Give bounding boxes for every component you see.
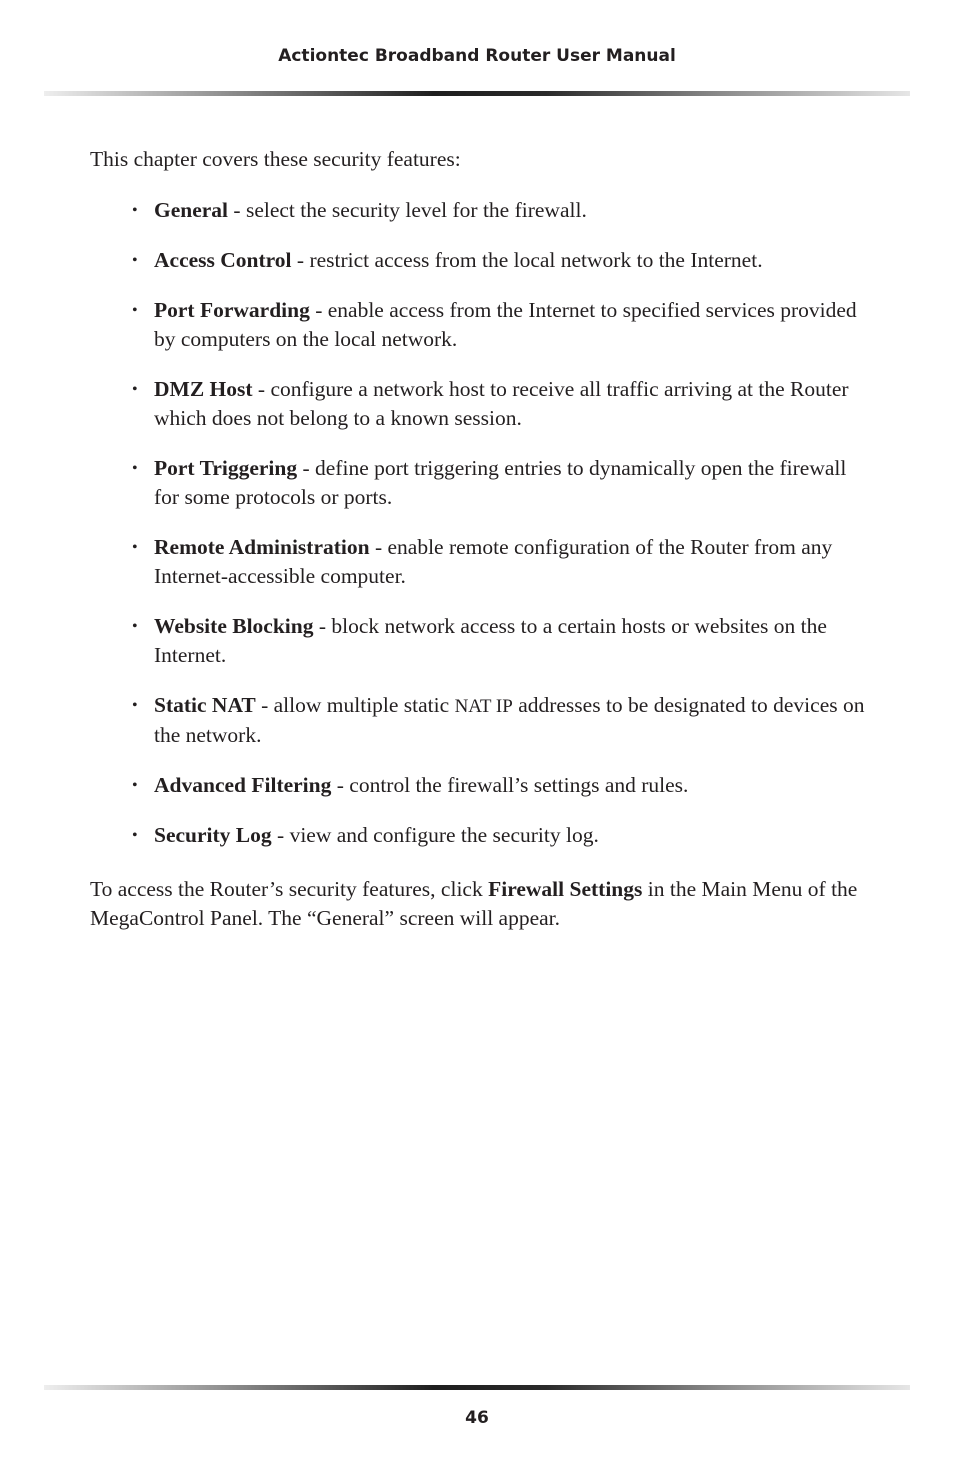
feature-term: DMZ Host (154, 377, 253, 401)
feature-item-general (154, 196, 870, 225)
feature-item-static-nat (154, 691, 870, 750)
page-body (90, 145, 870, 933)
feature-description: - allow multiple static (255, 693, 455, 717)
feature-term: Security Log (154, 823, 272, 847)
feature-description: - restrict access from the local network to the Internet. (291, 248, 763, 272)
closing-text: in the Main Menu of the MegaControl Panel. The “General” screen will appear. (90, 877, 858, 930)
intro-paragraph: This chapter covers these security features: (90, 147, 461, 171)
header-rule (44, 91, 910, 96)
feature-item-remote-administration (154, 533, 870, 591)
footer-rule (44, 1385, 910, 1390)
closing-text: To access the Router’s security features, click (90, 877, 489, 901)
closing-paragraph (90, 875, 870, 933)
feature-description: - enable access from the Internet to specified services provided by computers on the local network. (154, 298, 857, 351)
feature-item-port-forwarding (154, 296, 870, 354)
feature-term: Remote Administration (154, 535, 370, 559)
feature-description: - enable remote configuration of the Router from any Internet-accessible computer. (154, 535, 833, 588)
feature-description-abbrev: NAT IP (454, 696, 513, 717)
feature-description: - control the firewall’s settings and rules. (331, 773, 689, 797)
feature-item-dmz-host (154, 375, 870, 433)
feature-term: General (154, 198, 229, 222)
feature-item-advanced-filtering (154, 771, 870, 800)
feature-item-access-control (154, 246, 870, 275)
feature-term: Port Forwarding (154, 298, 310, 322)
feature-item-port-triggering (154, 454, 870, 512)
feature-description: - view and configure the security log. (271, 823, 599, 847)
running-header: Actiontec Broadband Router User Manual (278, 46, 676, 66)
feature-term: Static NAT (154, 693, 256, 717)
feature-item-security-log (154, 821, 870, 850)
feature-description: - block network access to a certain hosts or websites on the Internet. (154, 614, 827, 667)
feature-item-website-blocking (154, 612, 870, 670)
feature-term: Port Triggering (154, 456, 298, 480)
feature-description: - configure a network host to receive all traffic arriving at the Router which does not belong to a known session. (154, 377, 849, 430)
closing-emphasis: Firewall Settings (488, 877, 643, 901)
page-number: 46 (465, 1408, 489, 1428)
feature-description: - select the security level for the firewall. (228, 198, 587, 222)
feature-term: Website Blocking (154, 614, 314, 638)
feature-term: Advanced Filtering (154, 773, 332, 797)
feature-term: Access Control (154, 248, 292, 272)
feature-list (90, 196, 870, 850)
feature-description: addresses to be designated to devices on the network. (154, 693, 865, 747)
feature-description: - define port triggering entries to dynamically open the firewall for some protocols or ports. (154, 456, 847, 509)
